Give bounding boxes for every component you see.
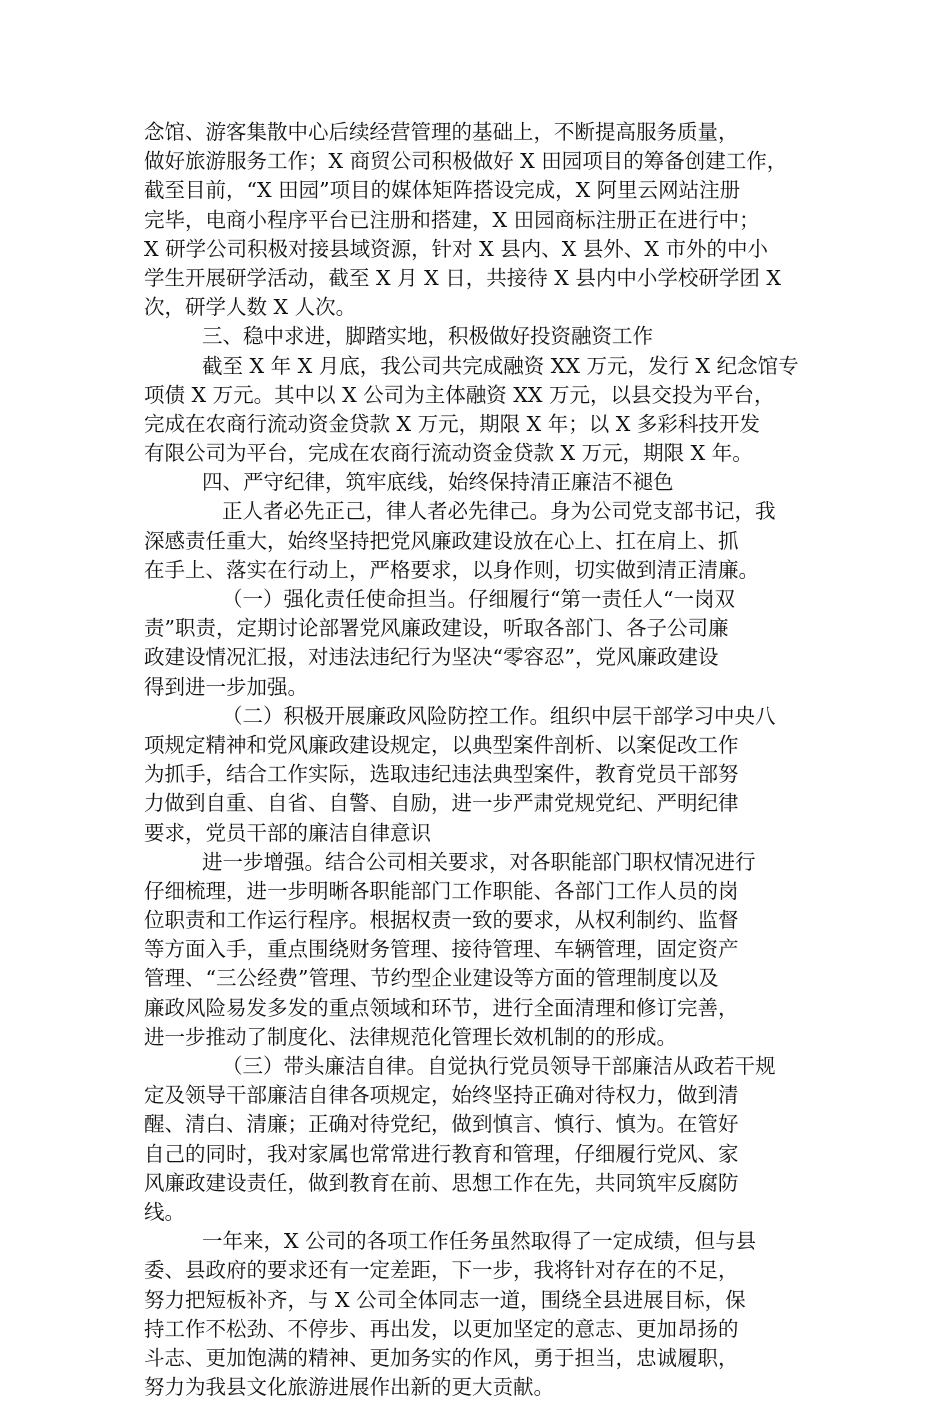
text-line: 在手上、落实在行动上，严格要求，以身作则，切实做到清正清廉。	[144, 557, 759, 582]
text-line: 要求，党员干部的廉洁自律意识	[144, 820, 431, 845]
text-line: 位职责和工作运行程序。根据权责一致的要求，从权利制约、监督	[144, 908, 739, 933]
text-line: 线。	[144, 1199, 185, 1224]
text-line: 持工作不松劲、不停步、再出发，以更加坚定的意志、更加昂扬的	[144, 1316, 739, 1341]
text-line: 项债 X 万元。其中以 X 公司为主体融资 XX 万元，以县交投为平台，	[144, 382, 775, 407]
text-line: 完毕，电商小程序平台已注册和搭建，X 田园商标注册正在进行中；	[144, 207, 760, 232]
text-line: 委、县政府的要求还有一定差距，下一步，我将针对存在的不足，	[144, 1258, 739, 1283]
text-line: （三）带头廉洁自律。自觉执行党员领导干部廉洁从政若干规	[222, 1054, 776, 1078]
text-line: 四、严守纪律，筑牢底线，始终保持清正廉洁不褪色	[202, 470, 674, 495]
text-line: （一）强化责任使命担当。仔细履行“第一责任人“一岗双	[222, 587, 735, 611]
text-line: 一年来，X 公司的各项工作任务虽然取得了一定成绩，但与县	[202, 1229, 757, 1254]
text-line: 深感责任重大，始终坚持把党风廉政建设放在心上、扛在肩上、抓	[144, 528, 739, 553]
text-line: 三、稳中求进，脚踏实地，积极做好投资融资工作	[202, 324, 653, 349]
text-line: 自己的同时，我对家属也常常进行教育和管理，仔细履行党风、家	[144, 1141, 739, 1166]
text-line: 为抓手，结合工作实际，选取违纪违法典型案件，教育党员干部努	[144, 762, 739, 787]
text-line: 进一步推动了制度化、法律规范化管理长效机制的的形成。	[144, 1024, 677, 1049]
text-line: 念馆、游客集散中心后续经营管理的基础上，不断提高服务质量，	[144, 120, 739, 144]
text-line: 等方面入手，重点围绕财务管理、接待管理、车辆管理，固定资产	[144, 937, 739, 962]
text-line: 做好旅游服务工作；X 商贸公司积极做好 X 田园项目的筹备创建工作，	[144, 149, 788, 174]
text-line: 醒、清白、清廉；正确对待党纪，做到慎言、慎行、慎为。在管好	[144, 1112, 739, 1137]
text-line: 截至目前，“X 田园”项目的媒体矩阵搭设完成，X 阿里云网站注册	[144, 178, 741, 203]
text-line: 努力为我县文化旅游进展作出新的更大贡献。	[144, 1375, 554, 1400]
text-line: 学生开展研学活动，截至 X 月 X 日，共接待 X 县内中小学校研学团 X	[144, 265, 781, 290]
text-line: 截至 X 年 X 月底，我公司共完成融资 XX 万元，发行 X 纪念馆专	[202, 353, 799, 378]
text-line: 努力把短板补齐，与 X 公司全体同志一道，围绕全县进展目标，保	[144, 1287, 746, 1312]
text-line: 风廉政建设责任，做到教育在前、思想工作在先，共同筑牢反腐防	[144, 1170, 739, 1195]
text-line: 仔细梳理，进一步明晰各职能部门工作职能、各部门工作人员的岗	[144, 878, 739, 903]
text-line: 政建设情况汇报，对违法违纪行为坚决“零容忍”，党风廉政建设	[144, 645, 719, 670]
text-line: X 研学公司积极对接县域资源，针对 X 县内、X 县外、X 市外的中小	[144, 236, 768, 261]
text-line: 正人者必先正己，律人者必先律己。身为公司党支部书记，我	[222, 499, 776, 524]
text-line: 管理、“三公经费”管理、节约型企业建设等方面的管理制度以及	[144, 966, 719, 991]
text-line: 定及领导干部廉洁自律各项规定，始终坚持正确对待权力，做到清	[144, 1083, 739, 1108]
text-line: 力做到自重、自省、自警、自励，进一步严肃党规党纪、严明纪律	[144, 791, 739, 816]
text-line: 有限公司为平台，完成在农商行流动资金贷款 X 万元，期限 X 年。	[144, 441, 753, 466]
text-line: 项规定精神和党风廉政建设规定，以典型案件剖析、以案促改工作	[144, 732, 739, 757]
text-line: （二）积极开展廉政风险防控工作。组织中层干部学习中央八	[222, 703, 776, 728]
text-line: 得到进一步加强。	[144, 674, 308, 699]
text-line: 责”职责，定期讨论部署党风廉政建设，听取各部门、各子公司廉	[144, 616, 729, 641]
text-line: 进一步增强。结合公司相关要求，对各职能部门职权情况进行	[202, 849, 756, 874]
text-line: 廉政风险易发多发的重点领域和环节，进行全面清理和修订完善，	[144, 995, 739, 1020]
text-line: 斗志、更加饱满的精神、更加务实的作风，勇于担当，忠诚履职，	[144, 1345, 739, 1370]
text-line: 次，研学人数 X 人次。	[144, 295, 357, 320]
document-body	[144, 118, 814, 1402]
text-line: 完成在农商行流动资金贷款 X 万元，期限 X 年；以 X 多彩科技开发	[144, 411, 760, 436]
